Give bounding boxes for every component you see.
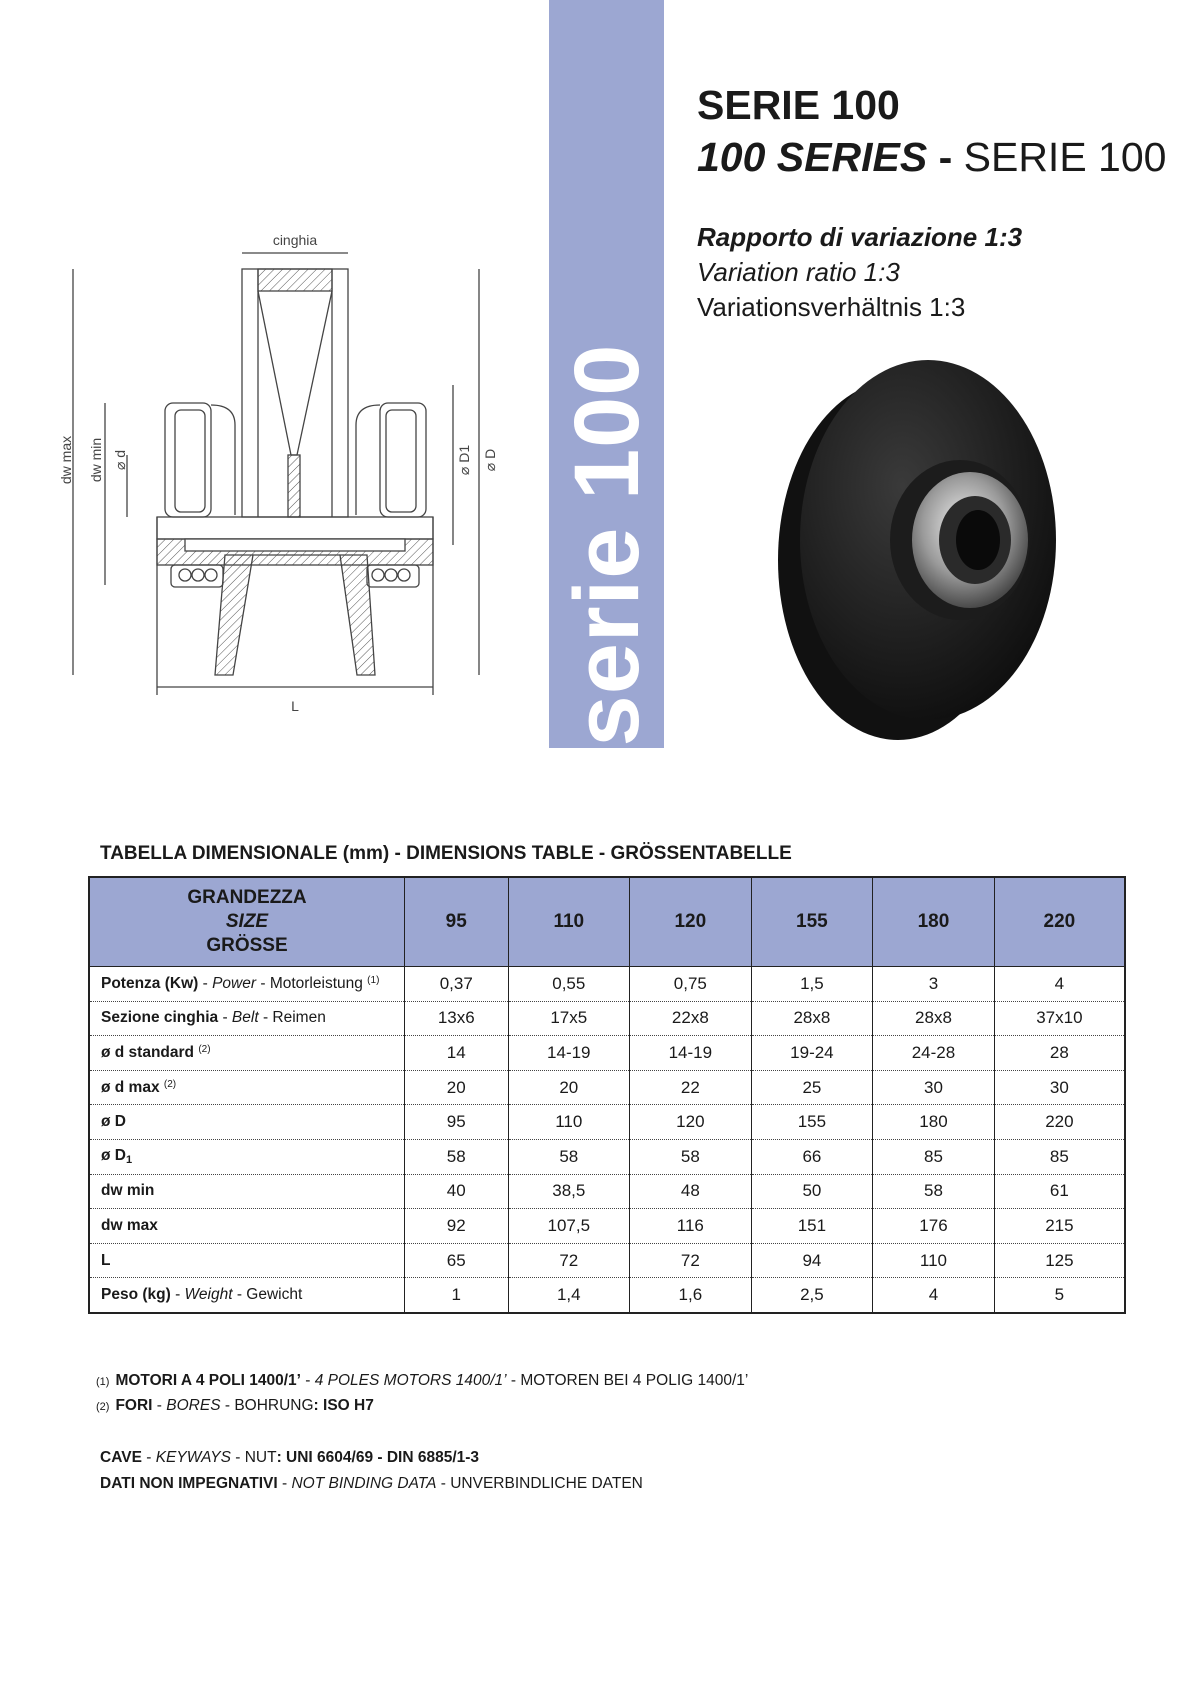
row-label-it: Sezione cinghia (101, 1009, 219, 1027)
row-label-it: ø D (101, 1113, 126, 1131)
row-label: Peso (kg) - Weight - Gewicht (89, 1278, 405, 1313)
row-label-it: ø D (101, 1147, 126, 1165)
note-dati: DATI NON IMPEGNATIVI - NOT BINDING DATA - UNVERBINDLICHE DATEN (100, 1475, 643, 1492)
technical-drawing (55, 225, 525, 760)
table-cell: 58 (873, 1174, 995, 1209)
table-row (89, 1278, 1125, 1313)
table-cell: 22x8 (630, 1001, 752, 1036)
table-body (89, 967, 1125, 1313)
table-cell: 107,5 (508, 1209, 630, 1244)
footnote-2: (2) FORI - BORES - BOHRUNG: ISO H7 (96, 1397, 374, 1414)
size-col-header: 120 (630, 877, 752, 967)
table-cell: 125 (994, 1243, 1125, 1278)
row-label (89, 1243, 405, 1278)
row-label: Potenza (Kw) - Power - Motorleistung $^{(1)}$ (89, 967, 405, 1002)
page-title: SERIE 100 (697, 82, 900, 128)
footnote-number: (1) (96, 1376, 110, 1388)
table-cell: 40 (405, 1174, 509, 1209)
note-std: : ISO H7 (313, 1397, 374, 1414)
table-cell: 22 (630, 1070, 752, 1105)
footnote-ref: (2) (198, 1043, 211, 1055)
title-de: SERIE 100 (963, 134, 1167, 180)
table-cell: 1,4 (508, 1278, 630, 1313)
table-cell: 72 (508, 1243, 630, 1278)
table-cell: 19-24 (751, 1036, 873, 1071)
row-label (89, 1105, 405, 1140)
table-cell: 1,5 (751, 967, 873, 1002)
label-D1: ⌀ D1 (456, 444, 472, 476)
footnote-ref: (1) (367, 974, 380, 986)
table-cell: 176 (873, 1209, 995, 1244)
label-D: ⌀ D (482, 448, 498, 472)
table-cell: 50 (751, 1174, 873, 1209)
page-subtitle (697, 134, 1166, 181)
note-it: FORI (115, 1397, 153, 1414)
note-it: DATI NON IMPEGNATIVI (100, 1475, 278, 1492)
title-en: 100 SERIES (697, 134, 928, 180)
note-it: CAVE (100, 1449, 142, 1466)
row-label-it: Potenza (Kw) (101, 974, 199, 992)
table-row (89, 1105, 1125, 1140)
table-cell: 72 (630, 1243, 752, 1278)
table-cell: 58 (405, 1139, 509, 1174)
row-label (89, 1174, 405, 1209)
ratio-en: Variation ratio 1:3 (697, 257, 900, 287)
size-header-en: SIZE (225, 911, 269, 932)
table-cell: 3 (873, 967, 995, 1002)
ratio-it: Rapporto di variazione 1:3 (697, 222, 1023, 252)
size-col-header: 110 (508, 877, 630, 967)
note-std: : UNI 6604/69 - DIN 6885/1-3 (276, 1449, 480, 1466)
table-row (89, 1174, 1125, 1209)
size-col-header: 95 (405, 877, 509, 967)
table-row (89, 1001, 1125, 1036)
table-cell: 17x5 (508, 1001, 630, 1036)
table-cell: 4 (994, 967, 1125, 1002)
row-label-it: L (101, 1251, 111, 1269)
table-header-row (89, 877, 1125, 967)
label-cinghia: cinghia (272, 232, 318, 248)
row-label (89, 1036, 405, 1071)
table-cell: 0,75 (630, 967, 752, 1002)
row-label-it: dw max (101, 1216, 158, 1234)
row-label-de: Gewicht (246, 1286, 303, 1304)
row-label (89, 1209, 405, 1244)
pulley-photo (770, 335, 1070, 745)
footnote-number: (2) (96, 1401, 110, 1413)
row-label-de: Reimen (272, 1009, 326, 1027)
title-separator: - (927, 134, 964, 180)
row-label-en: Weight (184, 1286, 233, 1304)
note-de: MOTOREN BEI 4 POLIG 1400/1’ (520, 1372, 749, 1389)
note-en: BORES (166, 1397, 221, 1414)
table-cell: 94 (751, 1243, 873, 1278)
table-title: TABELLA DIMENSIONALE (mm) - DIMENSIONS TABLE - GRÖSSENTABELLE (100, 843, 792, 864)
label-d: ⌀ d (112, 449, 128, 471)
row-label-it: Peso (kg) (101, 1286, 171, 1304)
table-cell: 116 (630, 1209, 752, 1244)
table-cell: 20 (405, 1070, 509, 1105)
table-row (89, 1070, 1125, 1105)
note-en: NOT BINDING DATA (291, 1475, 437, 1492)
table-cell: 37x10 (994, 1001, 1125, 1036)
row-label (89, 1070, 405, 1105)
table-cell: 20 (508, 1070, 630, 1105)
series-band (549, 0, 664, 748)
table-cell: 30 (994, 1070, 1125, 1105)
size-header-it: GRANDEZZA (187, 887, 307, 908)
table-row (89, 1036, 1125, 1071)
table-cell: 28x8 (751, 1001, 873, 1036)
note-cave: CAVE - KEYWAYS - NUT: UNI 6604/69 - DIN 6885/1-3 (100, 1449, 480, 1466)
table-cell: 61 (994, 1174, 1125, 1209)
table-cell: 30 (873, 1070, 995, 1105)
ratio-de: Variationsverhältnis 1:3 (697, 292, 966, 322)
note-de: BOHRUNG (234, 1397, 314, 1414)
table-cell: 14-19 (508, 1036, 630, 1071)
table-cell: 92 (405, 1209, 509, 1244)
table-cell: 58 (630, 1139, 752, 1174)
table-cell: 28 (994, 1036, 1125, 1071)
table-cell: 24-28 (873, 1036, 995, 1071)
table-cell: 38,5 (508, 1174, 630, 1209)
table-cell: 2,5 (751, 1278, 873, 1313)
table-cell: 180 (873, 1105, 995, 1140)
table-cell: 215 (994, 1209, 1125, 1244)
table-cell: 95 (405, 1105, 509, 1140)
table-cell: 65 (405, 1243, 509, 1278)
row-label-it: dw min (101, 1182, 155, 1200)
table-cell: 28x8 (873, 1001, 995, 1036)
size-col-header: 180 (873, 877, 995, 967)
table-cell: 85 (873, 1139, 995, 1174)
row-label: Sezione cinghia - Belt - Reimen (89, 1001, 405, 1036)
row-label-de: Motorleistung (269, 974, 363, 992)
note-it: MOTORI A 4 POLI 1400/1’ (115, 1372, 301, 1389)
table-cell: 1 (405, 1278, 509, 1313)
table-row (89, 1209, 1125, 1244)
size-col-header: 155 (751, 877, 873, 967)
footnote-ref: (2) (163, 1078, 177, 1090)
row-label-it: ø d standard (101, 1043, 195, 1061)
table-cell: 13x6 (405, 1001, 509, 1036)
table-cell: 0,55 (508, 967, 630, 1002)
row-label-en: Belt (231, 1009, 259, 1027)
row-label (89, 1139, 405, 1174)
label-L: L (291, 698, 299, 714)
footnote-1: (1) MOTORI A 4 POLI 1400/1’ - 4 POLES MOTORS 1400/1’ - MOTOREN BEI 4 POLIG 1400/1’ (96, 1372, 749, 1389)
row-label-it: ø d max (101, 1078, 160, 1096)
table-row (89, 1243, 1125, 1278)
table-cell: 58 (508, 1139, 630, 1174)
band-text: serie 100 (555, 343, 658, 747)
size-col-header: 220 (994, 877, 1125, 967)
label-dw-max: dw max (58, 435, 74, 485)
note-de: NUT (244, 1449, 277, 1466)
table-cell: 85 (994, 1139, 1125, 1174)
size-header-de: GRÖSSE (206, 935, 288, 956)
table-cell: 5 (994, 1278, 1125, 1313)
table-row (89, 967, 1125, 1002)
note-en: KEYWAYS (155, 1449, 231, 1466)
dimensions-table (88, 876, 1126, 1314)
table-row (89, 1139, 1125, 1174)
note-de: UNVERBINDLICHE DATEN (450, 1475, 643, 1492)
table-cell: 220 (994, 1105, 1125, 1140)
row-label-en: Power (212, 974, 257, 992)
table-cell: 25 (751, 1070, 873, 1105)
table-cell: 14-19 (630, 1036, 752, 1071)
table-cell: 1,6 (630, 1278, 752, 1313)
table-cell: 151 (751, 1209, 873, 1244)
table-cell: 4 (873, 1278, 995, 1313)
table-cell: 0,37 (405, 967, 509, 1002)
label-dw-min: dw min (88, 437, 104, 483)
table-cell: 48 (630, 1174, 752, 1209)
table-cell: 14 (405, 1036, 509, 1071)
table-cell: 66 (751, 1139, 873, 1174)
size-header (89, 877, 405, 967)
table-cell: 155 (751, 1105, 873, 1140)
note-en: 4 POLES MOTORS 1400/1’ (314, 1372, 507, 1389)
table-cell: 110 (508, 1105, 630, 1140)
table-cell: 120 (630, 1105, 752, 1140)
table-cell: 110 (873, 1243, 995, 1278)
row-label-subscript: 1 (125, 1154, 133, 1167)
